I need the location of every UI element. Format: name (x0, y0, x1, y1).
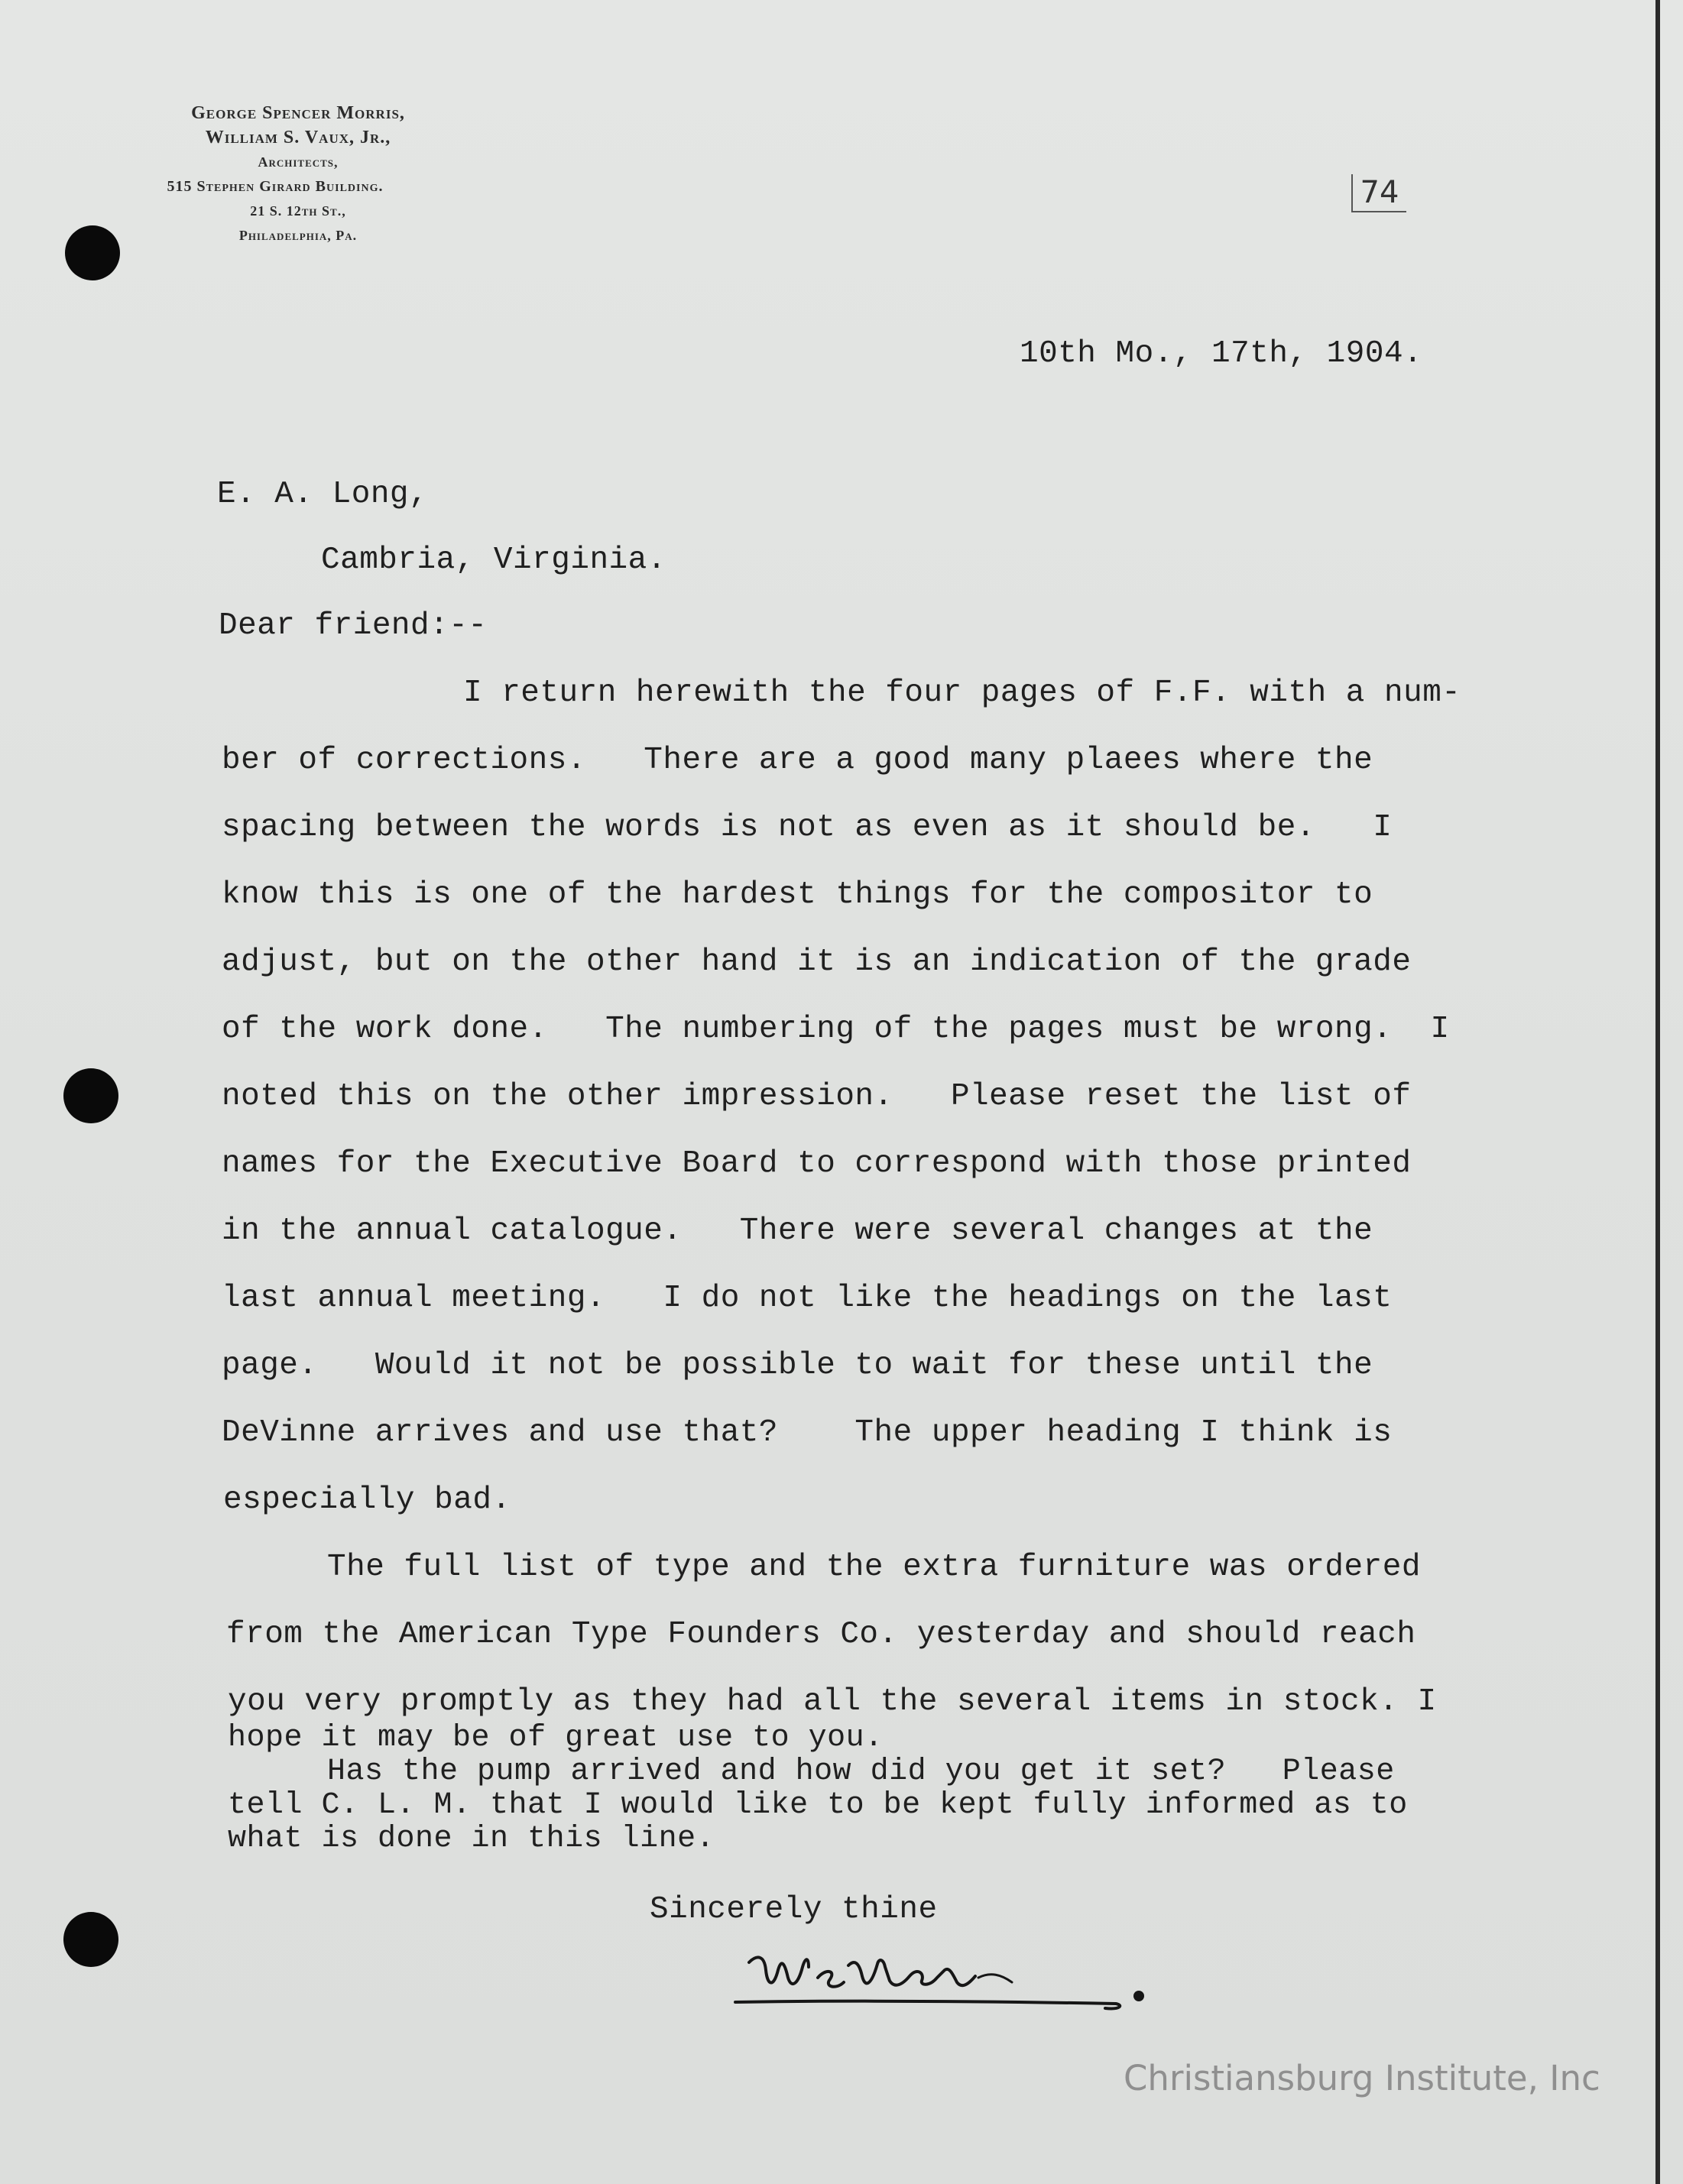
body-line: page. Would it not be possible to wait for these until the (222, 1348, 1373, 1383)
body-line: ber of corrections. There are a good many plaees where the (222, 743, 1373, 778)
body-line: DeVinne arrives and use that? The upper heading I think is (222, 1415, 1393, 1450)
body-line: tell C. L. M. that I would like to be kept fully informed as to (228, 1788, 1408, 1823)
letterhead-line: William S. Vaux, Jr., (205, 128, 391, 147)
body-line: noted this on the other impression. Please reset the list of (222, 1079, 1412, 1114)
closing: Sincerely thine (650, 1892, 938, 1927)
scan-edge-line (1655, 0, 1660, 2184)
letterhead-line: Philadelphia, Pa. (238, 228, 358, 243)
body-line: from the American Type Founders Co. yesterday and should reach (226, 1617, 1416, 1652)
letterhead-line: 21 S. 12th St., (250, 203, 346, 219)
letterhead-line: George Spencer Morris, (191, 103, 405, 123)
body-line: in the annual catalogue. There were several changes at the (222, 1214, 1373, 1249)
body-line: what is done in this line. (228, 1822, 715, 1856)
salutation: Dear friend:-- (219, 608, 488, 643)
body-line: especially bad. (223, 1482, 511, 1518)
body-line: adjust, but on the other hand it is an indication of the grade (222, 945, 1412, 980)
body-line: names for the Executive Board to correspond with those printed (222, 1146, 1412, 1181)
body-line: you very promptly as they had all the several items in stock. I (228, 1684, 1437, 1719)
letterhead (99, 101, 497, 248)
body-line: Has the pump arrived and how did you get it set? Please (327, 1755, 1395, 1789)
punch-hole-bottom (63, 1912, 118, 1967)
body-line: The full list of type and the extra furniture was ordered (327, 1550, 1421, 1585)
body-line: last annual meeting. I do not like the headings on the last (222, 1281, 1393, 1316)
body-line: spacing between the words is not as even as it should be. I (222, 810, 1393, 845)
punch-hole-middle (63, 1068, 118, 1123)
body-line: hope it may be of great use to you. (228, 1721, 884, 1755)
body-line: I return herewith the four pages of F.F. with a num- (463, 676, 1461, 711)
signature (734, 1939, 1146, 2027)
page-number: 74 (1351, 174, 1406, 212)
signature-graphic (734, 1939, 1146, 2024)
body-line: of the work done. The numbering of the pages must be wrong. I (222, 1012, 1450, 1047)
letter-date: 10th Mo., 17th, 1904. (1020, 336, 1423, 371)
body-line: know this is one of the hardest things for the compositor to (222, 877, 1373, 912)
letterhead-line: Architects, (258, 154, 339, 170)
watermark: Christiansburg Institute, Inc (1124, 2058, 1600, 2098)
letterhead-line: 515 Stephen Girard Building. (167, 178, 384, 195)
recipient-name: E. A. Long, (217, 477, 429, 512)
recipient-address: Cambria, Virginia. (321, 543, 666, 578)
